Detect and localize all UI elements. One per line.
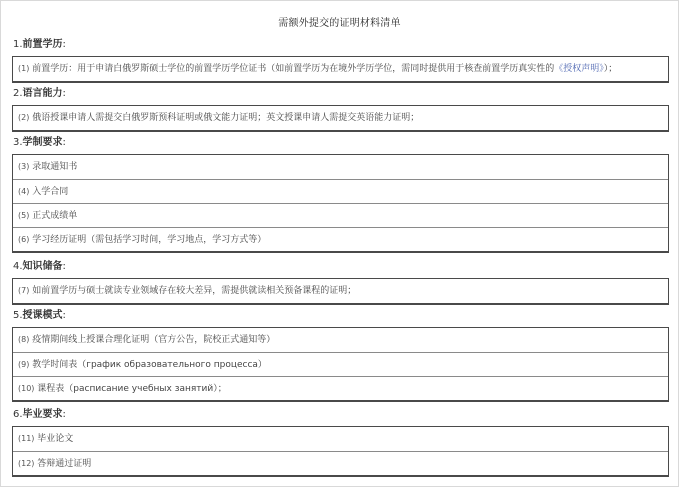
list-item [13,376,668,400]
section-number: 4. [13,261,23,272]
item-number: (11) [18,434,35,443]
item-text: 学习经历证明（需包括学习时间，学习地点，学习方式等） [32,235,267,245]
item-text: 毕业论文 [37,434,74,444]
section-title: 授课模式 [22,310,63,321]
item-number: (1) [18,64,30,73]
section-number: 3. [13,137,23,148]
authorization-statement-link[interactable]: 《授权声明》 [554,64,604,74]
item-number: (10) [18,384,35,393]
item-text: 俄语授课申请人需提交白俄罗斯预科证明或俄文能力证明；英文授课申请人需提交英语能力证明； [32,113,420,123]
section-colon: : [62,409,66,420]
item-number: (3) [18,162,30,171]
item-text: 教学时间表（график образовательного процесса） [32,360,267,370]
section-number: 5. [13,310,23,321]
item-text: 疫情期间线上授课合理化证明（官方公告，院校正式通知等） [32,335,276,345]
section-heading-graduation [13,408,66,422]
list-item [13,57,668,81]
item-number: (2) [18,113,30,122]
item-number: (8) [18,335,30,344]
section-number: 1. [13,39,23,50]
section-colon: : [62,261,66,272]
section-colon: : [62,88,66,99]
list-item [13,106,668,130]
item-number: (4) [18,187,30,196]
item-text: 如前置学历与硕士就读专业领域存在较大差异，需提供就读相关预备课程的证明； [32,286,357,296]
section-title: 毕业要求 [22,409,63,420]
item-number: (9) [18,360,30,369]
section-box-knowledge [12,278,669,305]
section-number: 6. [13,409,23,420]
section-heading-language [13,87,66,101]
list-item [13,155,668,179]
item-text: 前置学历：用于申请白俄罗斯硕士学位的前置学历学位证书（如前置学历为在境外学历学位，需同时提供用于核查前置学历真实性的 [32,64,555,74]
section-box-study-system [12,154,669,253]
list-item [13,352,668,376]
document-title: 需额外提交的证明材料清单 [278,18,401,29]
item-number: (5) [18,211,30,220]
section-heading-knowledge [13,260,66,274]
section-title: 知识储备 [22,261,63,272]
section-colon: : [62,39,66,50]
list-item [13,179,668,203]
item-number: (7) [18,286,30,295]
list-item [13,203,668,227]
section-colon: : [62,137,66,148]
list-item [13,451,668,475]
item-number: (12) [18,459,35,468]
section-title: 学制要求 [22,137,63,148]
item-text: 正式成绩单 [32,211,78,221]
item-number: (6) [18,235,30,244]
section-title: 前置学历 [22,39,63,50]
list-item [13,227,668,251]
section-heading-education [13,38,66,52]
list-item [13,427,668,451]
section-box-education [12,56,669,83]
list-item [13,279,668,303]
section-heading-study-system [13,136,66,150]
section-box-teaching-mode [12,327,669,402]
section-title: 语言能力 [22,88,63,99]
item-text: 录取通知书 [32,162,78,172]
section-number: 2. [13,88,23,99]
item-text-suffix: ）； [603,64,618,74]
list-item [13,328,668,352]
section-heading-teaching-mode [13,309,66,323]
item-text: 答辩通过证明 [37,459,92,469]
section-box-language [12,105,669,132]
item-text: 课程表（расписание учебных занятий）； [37,384,227,394]
section-colon: : [62,310,66,321]
section-box-graduation [12,426,669,477]
item-text: 入学合同 [32,187,69,197]
